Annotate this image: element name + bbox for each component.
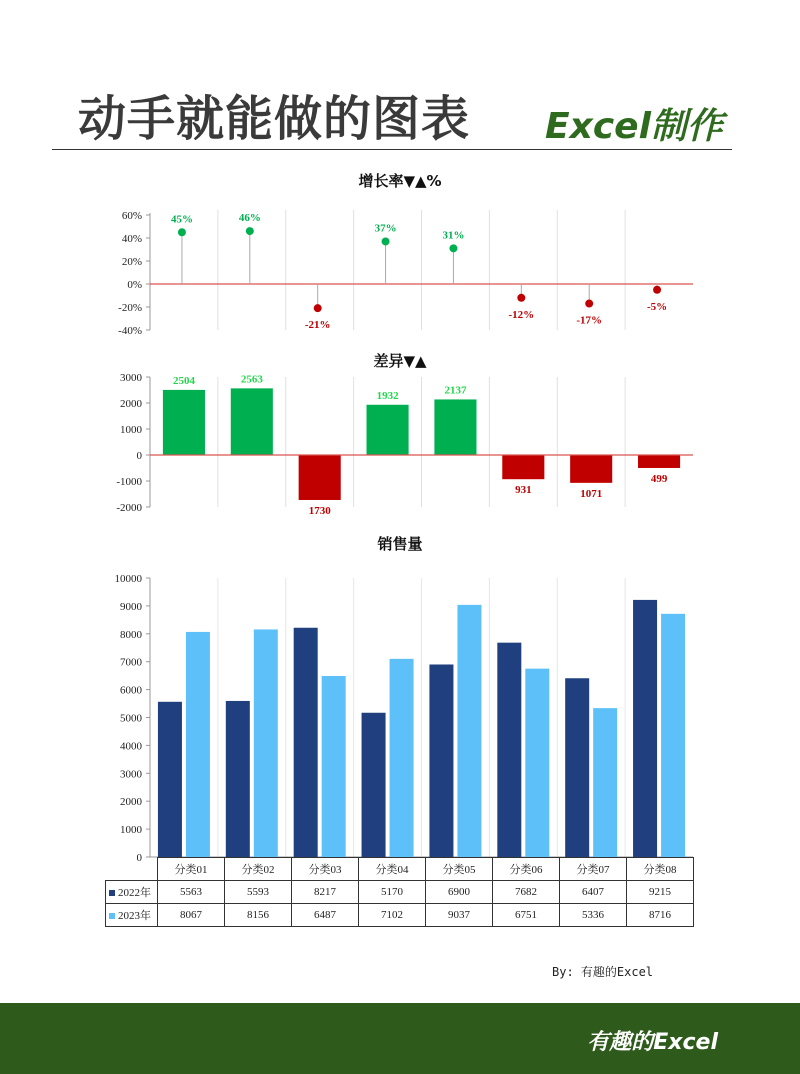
lollipop-point xyxy=(517,294,525,302)
data-label: 1730 xyxy=(308,504,331,515)
table-cell: 5170 xyxy=(359,881,426,904)
y-tick-label: 1000 xyxy=(120,424,142,436)
data-label: -17% xyxy=(576,314,603,327)
difference-bar xyxy=(434,399,476,455)
data-label: 46% xyxy=(238,212,261,225)
data-label: 931 xyxy=(515,484,532,497)
y-tick-label: -2000 xyxy=(116,502,142,514)
page-title: 动手就能做的图表 xyxy=(78,91,471,147)
table-cell: 8156 xyxy=(225,904,292,927)
table-cat-header: 分类01 xyxy=(158,858,225,881)
sales-bar-2022年 xyxy=(633,600,657,857)
table-cell: 6487 xyxy=(292,904,359,927)
header-divider xyxy=(52,149,732,150)
table-header-row xyxy=(106,858,694,881)
growth-rate-chart xyxy=(0,165,800,340)
sales-bar-2023年 xyxy=(661,614,685,857)
table-cell: 7682 xyxy=(493,881,560,904)
sales-chart xyxy=(0,528,800,873)
y-tick-label: 20% xyxy=(121,256,142,268)
data-label: 1071 xyxy=(580,487,603,500)
y-tick-label: 1000 xyxy=(120,824,142,837)
y-tick-label: 8000 xyxy=(120,628,142,641)
excel-tag: Excel制作 xyxy=(545,106,723,147)
data-label: -21% xyxy=(304,319,331,332)
y-tick-label: 0 xyxy=(136,852,142,864)
difference-bar xyxy=(638,455,680,468)
table-cell: 8217 xyxy=(292,881,359,904)
lollipop-point xyxy=(585,300,593,308)
difference-bar xyxy=(502,455,544,479)
table-cell: 7102 xyxy=(359,904,426,927)
table-cat-header: 分类08 xyxy=(627,858,694,881)
data-label: 2504 xyxy=(172,374,195,387)
y-tick-label: 7000 xyxy=(120,656,142,669)
sales-bar-2022年 xyxy=(565,678,589,857)
footer-brand: 有趣的Excel xyxy=(587,1030,718,1055)
sales-bar-2022年 xyxy=(158,702,182,857)
difference-bar xyxy=(163,390,205,455)
y-tick-label: 60% xyxy=(121,210,142,222)
y-tick-label: 2000 xyxy=(120,796,142,809)
lollipop-point xyxy=(178,228,186,236)
table-cell: 5336 xyxy=(560,904,627,927)
legend-swatch-2023 xyxy=(109,913,115,919)
y-tick-label: 5000 xyxy=(120,712,142,725)
sales-bar-2022年 xyxy=(497,643,521,857)
y-tick-label: 3000 xyxy=(120,768,142,781)
series-2023-legend: 2023年 xyxy=(106,904,158,927)
difference-bar xyxy=(231,388,273,455)
y-tick-label: 2000 xyxy=(120,398,142,410)
y-tick-label: 0% xyxy=(127,279,142,291)
data-label: -5% xyxy=(646,300,668,313)
table-cell: 6407 xyxy=(560,881,627,904)
sales-bar-2022年 xyxy=(362,713,386,857)
sales-bar-2023年 xyxy=(186,632,210,857)
table-cell: 9215 xyxy=(627,881,694,904)
lollipop-point xyxy=(382,237,390,245)
chart-title: 销售量 xyxy=(377,535,423,553)
table-row-2022 xyxy=(106,881,694,904)
sales-bar-2023年 xyxy=(457,605,481,857)
data-label: -12% xyxy=(508,308,535,321)
data-label: 37% xyxy=(374,222,397,235)
y-tick-label: 9000 xyxy=(120,600,142,613)
data-label: 499 xyxy=(650,472,668,485)
sales-bar-2023年 xyxy=(525,669,549,857)
chart-title: 差异▼▲ xyxy=(373,352,427,370)
chart-title: 增长率▼▲% xyxy=(358,172,442,190)
y-tick-label: 4000 xyxy=(120,740,142,753)
table-cat-header: 分类06 xyxy=(493,858,560,881)
lollipop-point xyxy=(246,227,254,235)
data-label: 2137 xyxy=(444,384,467,397)
table-cell: 6751 xyxy=(493,904,560,927)
table-cell: 6900 xyxy=(426,881,493,904)
data-label: 1932 xyxy=(376,389,399,402)
difference-chart xyxy=(0,345,800,515)
table-cell: 8716 xyxy=(627,904,694,927)
sales-bar-2022年 xyxy=(429,664,453,857)
table-cell: 8067 xyxy=(158,904,225,927)
table-cat-header: 分类04 xyxy=(359,858,426,881)
sales-data-table xyxy=(105,857,694,927)
y-tick-label: 6000 xyxy=(120,684,142,697)
data-label: 2563 xyxy=(240,373,263,386)
difference-bar xyxy=(299,455,341,500)
table-cell: 5593 xyxy=(225,881,292,904)
legend-swatch-2022 xyxy=(109,890,115,896)
difference-bar xyxy=(570,455,612,483)
lollipop-point xyxy=(314,304,322,312)
y-tick-label: 10000 xyxy=(114,573,142,585)
table-cat-header: 分类05 xyxy=(426,858,493,881)
table-cat-header: 分类03 xyxy=(292,858,359,881)
table-cat-header: 分类07 xyxy=(560,858,627,881)
y-tick-label: 0 xyxy=(136,450,142,462)
series-2022-legend: 2022年 xyxy=(106,881,158,904)
table-row-2023 xyxy=(106,904,694,927)
sales-bar-2023年 xyxy=(390,659,414,857)
lollipop-point xyxy=(449,244,457,252)
sales-bar-2023年 xyxy=(593,708,617,857)
sales-bar-2022年 xyxy=(294,628,318,857)
footer-bar xyxy=(0,1003,800,1074)
lollipop-point xyxy=(653,286,661,294)
difference-bar xyxy=(367,405,409,455)
data-label: 31% xyxy=(442,229,465,242)
sales-bar-2023年 xyxy=(322,676,346,857)
table-cat-header: 分类02 xyxy=(225,858,292,881)
y-tick-label: 3000 xyxy=(120,372,142,384)
table-cell: 5563 xyxy=(158,881,225,904)
y-tick-label: 40% xyxy=(121,233,142,245)
credit-text: By: 有趣的Excel xyxy=(552,965,654,979)
sales-bar-2023年 xyxy=(254,629,278,857)
y-tick-label: -1000 xyxy=(116,476,142,488)
y-tick-label: -40% xyxy=(118,325,142,337)
data-label: 45% xyxy=(170,213,193,226)
sales-bar-2022年 xyxy=(226,701,250,857)
table-cell: 9037 xyxy=(426,904,493,927)
y-tick-label: -20% xyxy=(118,302,142,314)
